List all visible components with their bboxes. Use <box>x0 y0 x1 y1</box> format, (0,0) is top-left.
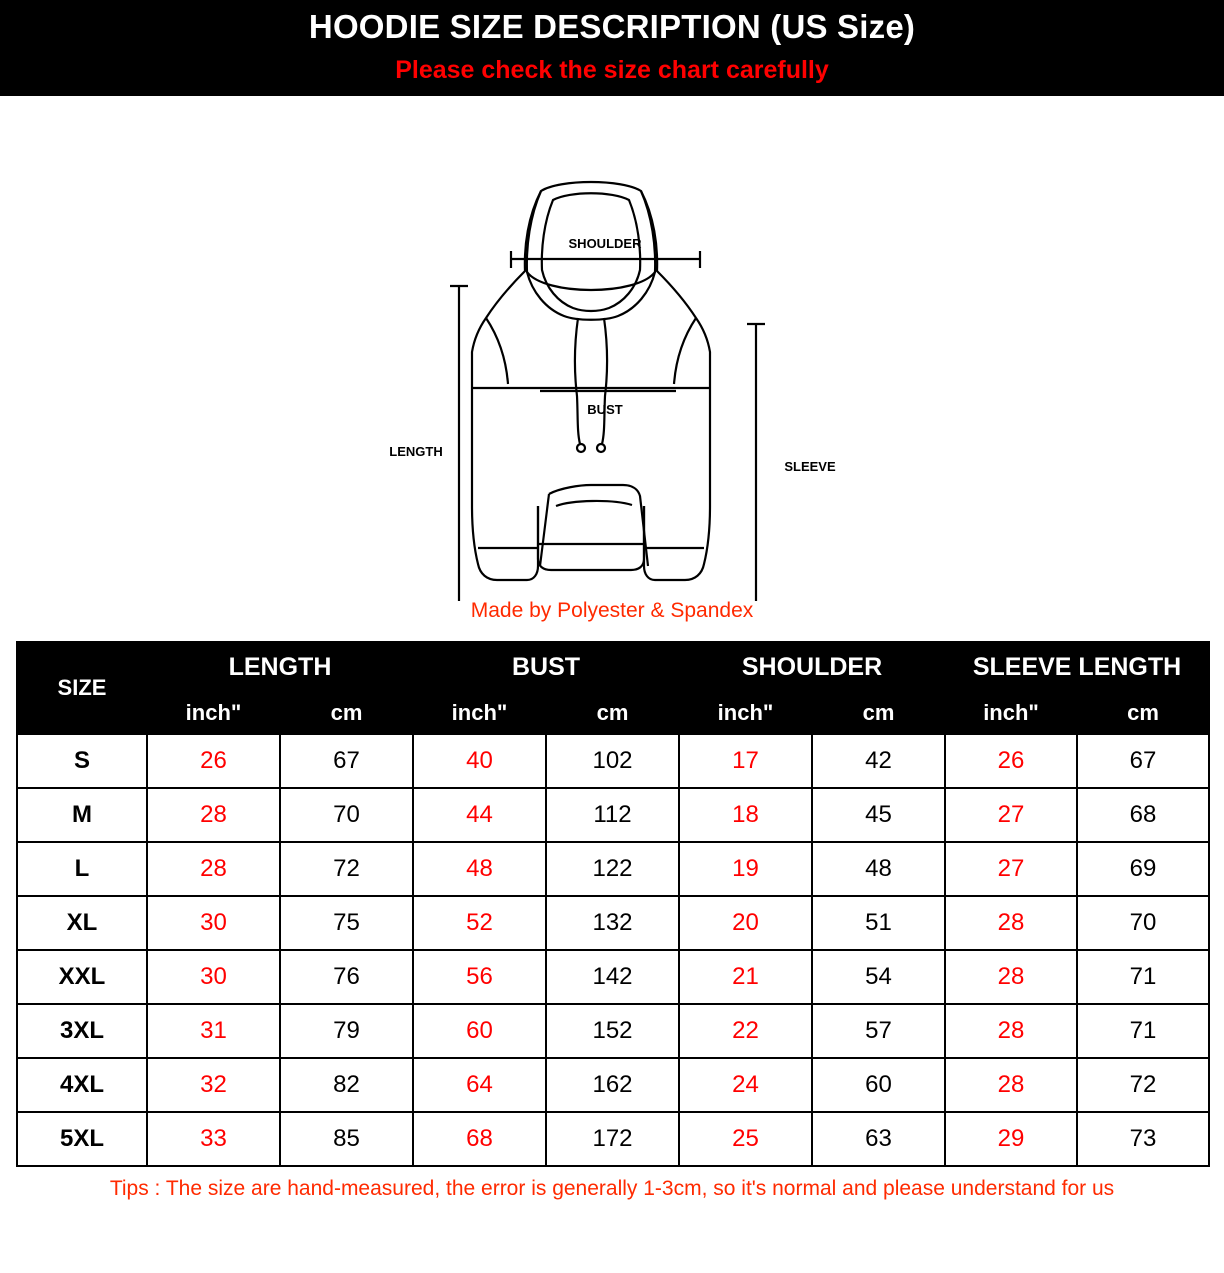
cell-length-inch: 31 <box>147 1004 280 1058</box>
unit-header-length-cm: cm <box>280 692 413 734</box>
size-chart-table <box>16 641 1210 1167</box>
unit-header-bust-cm: cm <box>546 692 679 734</box>
cell-sleeve-cm: 67 <box>1077 734 1209 788</box>
cell-length-inch: 30 <box>147 950 280 1004</box>
row-size-label: XXL <box>17 950 147 1004</box>
cell-bust-cm: 122 <box>546 842 679 896</box>
table-unit-header-row <box>17 692 1209 734</box>
cell-length-inch: 28 <box>147 842 280 896</box>
cell-shoulder-cm: 45 <box>812 788 945 842</box>
cell-shoulder-cm: 60 <box>812 1058 945 1112</box>
hoodie-measurement-diagram <box>0 96 1224 601</box>
cell-shoulder-inch: 19 <box>679 842 812 896</box>
row-size-label: 5XL <box>17 1112 147 1166</box>
cell-shoulder-cm: 57 <box>812 1004 945 1058</box>
cell-length-cm: 85 <box>280 1112 413 1166</box>
table-row <box>17 1058 1209 1112</box>
cell-length-inch: 32 <box>147 1058 280 1112</box>
cell-shoulder-inch: 21 <box>679 950 812 1004</box>
cell-length-cm: 67 <box>280 734 413 788</box>
row-size-label: XL <box>17 896 147 950</box>
cell-shoulder-cm: 63 <box>812 1112 945 1166</box>
column-header-shoulder: SHOULDER <box>679 642 945 692</box>
table-row <box>17 788 1209 842</box>
unit-header-shoulder-cm: cm <box>812 692 945 734</box>
cell-length-cm: 70 <box>280 788 413 842</box>
cell-length-inch: 28 <box>147 788 280 842</box>
cell-bust-cm: 162 <box>546 1058 679 1112</box>
cell-shoulder-cm: 48 <box>812 842 945 896</box>
size-chart-table-wrap <box>16 641 1208 1167</box>
table-row <box>17 842 1209 896</box>
cell-sleeve-cm: 71 <box>1077 950 1209 1004</box>
unit-header-length-inch: inch" <box>147 692 280 734</box>
row-size-label: L <box>17 842 147 896</box>
table-row <box>17 950 1209 1004</box>
table-group-header-row <box>17 642 1209 692</box>
cell-shoulder-inch: 24 <box>679 1058 812 1112</box>
cell-sleeve-cm: 70 <box>1077 896 1209 950</box>
cell-shoulder-cm: 54 <box>812 950 945 1004</box>
table-row <box>17 734 1209 788</box>
cell-bust-inch: 44 <box>413 788 546 842</box>
cell-bust-inch: 68 <box>413 1112 546 1166</box>
cell-shoulder-inch: 25 <box>679 1112 812 1166</box>
cell-shoulder-cm: 42 <box>812 734 945 788</box>
unit-header-bust-inch: inch" <box>413 692 546 734</box>
table-row <box>17 1004 1209 1058</box>
cell-sleeve-inch: 29 <box>945 1112 1077 1166</box>
row-size-label: M <box>17 788 147 842</box>
cell-sleeve-inch: 26 <box>945 734 1077 788</box>
cell-bust-cm: 132 <box>546 896 679 950</box>
cell-bust-inch: 64 <box>413 1058 546 1112</box>
cell-bust-inch: 60 <box>413 1004 546 1058</box>
cell-sleeve-inch: 28 <box>945 950 1077 1004</box>
label-bust: BUST <box>587 402 623 417</box>
unit-header-shoulder-inch: inch" <box>679 692 812 734</box>
cell-shoulder-inch: 17 <box>679 734 812 788</box>
cell-bust-cm: 172 <box>546 1112 679 1166</box>
cell-shoulder-cm: 51 <box>812 896 945 950</box>
column-header-length: LENGTH <box>147 642 413 692</box>
cell-bust-inch: 52 <box>413 896 546 950</box>
cell-sleeve-inch: 28 <box>945 1058 1077 1112</box>
cell-sleeve-cm: 73 <box>1077 1112 1209 1166</box>
label-sleeve: SLEEVE <box>784 459 836 474</box>
cell-length-cm: 82 <box>280 1058 413 1112</box>
row-size-label: S <box>17 734 147 788</box>
cell-length-inch: 26 <box>147 734 280 788</box>
page-title: HOODIE SIZE DESCRIPTION (US Size) <box>308 8 916 45</box>
cell-bust-inch: 40 <box>413 734 546 788</box>
tips-note: Tips : The size are hand-measured, the error is generally 1-3cm, so it's normal and please understand for us <box>109 1177 1115 1200</box>
cell-length-cm: 75 <box>280 896 413 950</box>
label-shoulder: SHOULDER <box>568 236 642 251</box>
cell-shoulder-inch: 22 <box>679 1004 812 1058</box>
cell-bust-cm: 102 <box>546 734 679 788</box>
cell-length-cm: 79 <box>280 1004 413 1058</box>
cell-shoulder-inch: 20 <box>679 896 812 950</box>
cell-length-inch: 33 <box>147 1112 280 1166</box>
cell-sleeve-cm: 71 <box>1077 1004 1209 1058</box>
cell-sleeve-cm: 72 <box>1077 1058 1209 1112</box>
cell-sleeve-cm: 69 <box>1077 842 1209 896</box>
cell-sleeve-inch: 27 <box>945 842 1077 896</box>
cell-bust-cm: 112 <box>546 788 679 842</box>
unit-header-sleeve-inch: inch" <box>945 692 1077 734</box>
table-row <box>17 896 1209 950</box>
header-subtitle: Please check the size chart carefully <box>395 56 829 84</box>
cell-length-cm: 72 <box>280 842 413 896</box>
row-size-label: 4XL <box>17 1058 147 1112</box>
cell-sleeve-cm: 68 <box>1077 788 1209 842</box>
cell-shoulder-inch: 18 <box>679 788 812 842</box>
hoodie-illustration <box>0 96 1224 601</box>
cell-sleeve-inch: 28 <box>945 1004 1077 1058</box>
cell-bust-inch: 48 <box>413 842 546 896</box>
cell-sleeve-inch: 28 <box>945 896 1077 950</box>
cell-sleeve-inch: 27 <box>945 788 1077 842</box>
cell-length-cm: 76 <box>280 950 413 1004</box>
cell-bust-cm: 142 <box>546 950 679 1004</box>
material-note: Made by Polyester & Spandex <box>470 599 754 622</box>
cell-length-inch: 30 <box>147 896 280 950</box>
header-subbanner <box>0 55 1224 96</box>
column-header-sleeve-length: SLEEVE LENGTH <box>945 642 1209 692</box>
column-header-bust: BUST <box>413 642 679 692</box>
unit-header-sleeve-cm: cm <box>1077 692 1209 734</box>
table-row <box>17 1112 1209 1166</box>
cell-bust-cm: 152 <box>546 1004 679 1058</box>
column-header-size: SIZE <box>17 642 147 734</box>
header-banner <box>0 0 1224 55</box>
label-length: LENGTH <box>389 444 443 459</box>
row-size-label: 3XL <box>17 1004 147 1058</box>
cell-bust-inch: 56 <box>413 950 546 1004</box>
